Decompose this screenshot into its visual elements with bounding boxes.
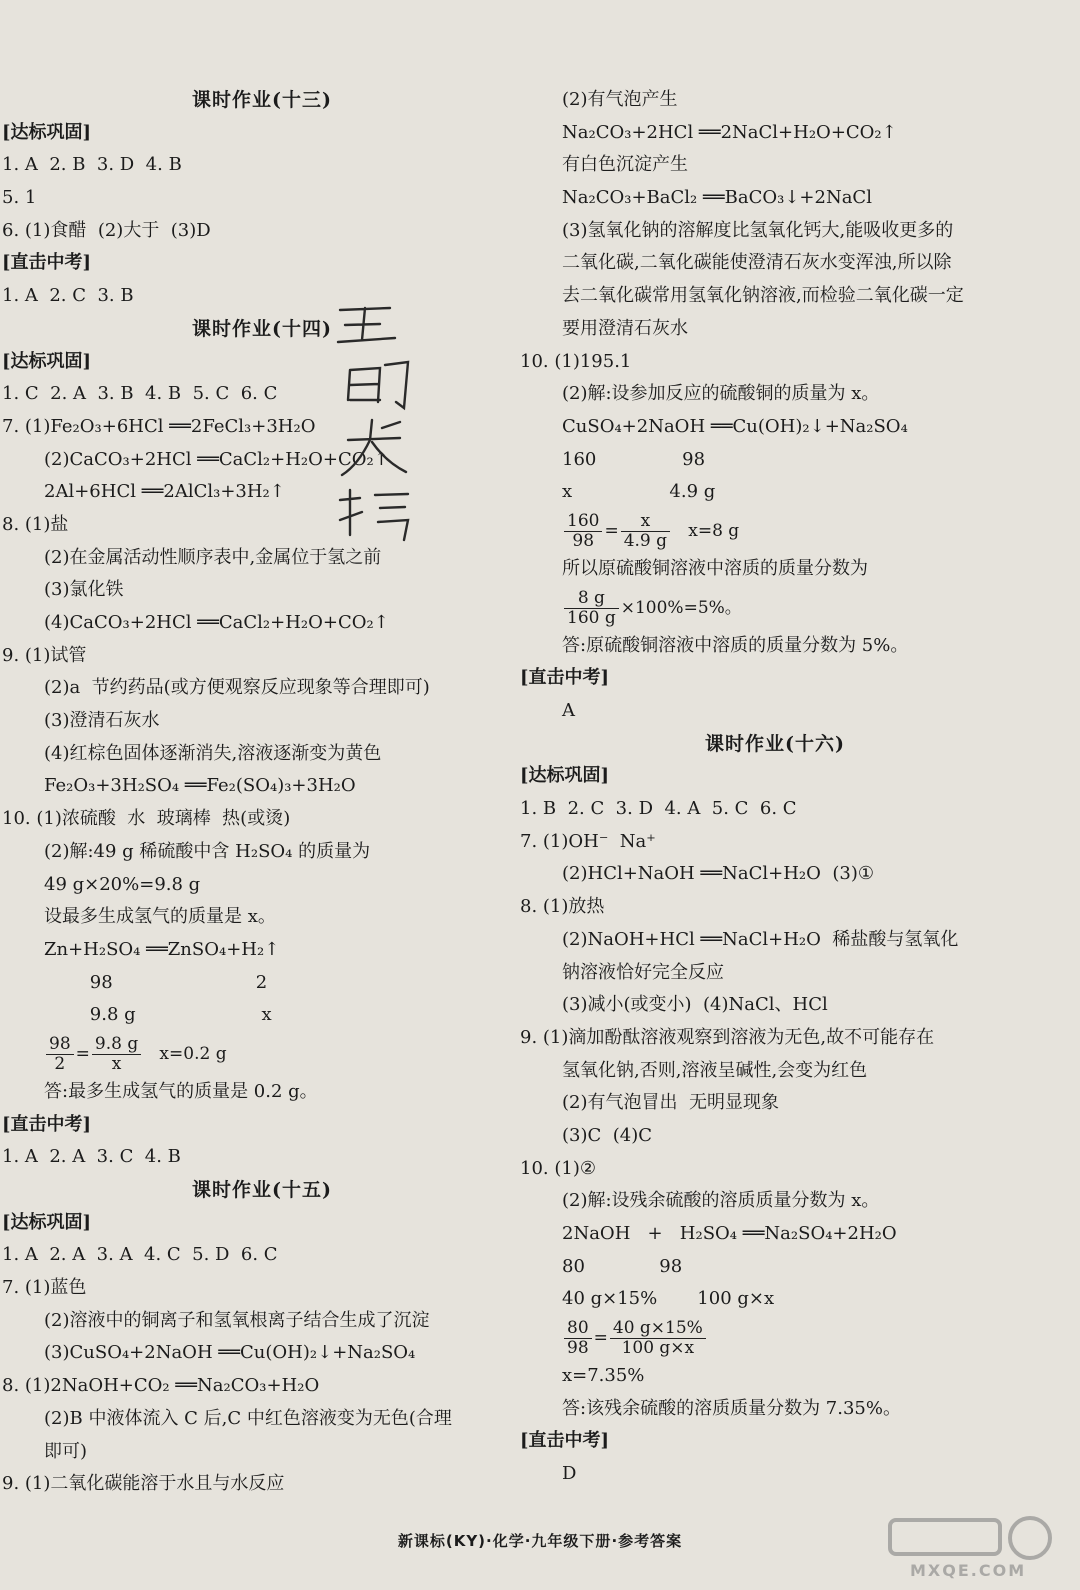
answer-line: 160 98: [562, 448, 706, 470]
answer-line: D: [562, 1463, 577, 1485]
answer-line: 设最多生成氢气的质量是 x。: [44, 906, 276, 928]
answer-line: 即可): [44, 1440, 88, 1462]
page-footer: 新课标(KY)·化学·九年级下册·参考答案: [397, 1532, 683, 1550]
subsection-heading: [直击中考]: [2, 1113, 92, 1135]
fraction-denominator: 100 g×x: [621, 1338, 695, 1359]
equals-sign: =: [75, 1043, 90, 1064]
fraction-numerator: 98: [46, 1035, 74, 1055]
fraction-denominator: x: [111, 1053, 122, 1074]
answer-line: 9. (1)试管: [2, 644, 87, 666]
fraction-result: ×100%=5%。: [620, 597, 742, 618]
fraction: [46, 1035, 74, 1074]
answer-line: Na₂CO₃+BaCl₂ ══BaCO₃↓+2NaCl: [562, 187, 872, 209]
answer-line: 9. (1)二氧化碳能溶于水且与水反应: [2, 1473, 285, 1495]
answer-line: (2)在金属活动性顺序表中,金属位于氢之前: [44, 546, 382, 568]
equals-sign: =: [593, 1328, 608, 1349]
answer-line: 有白色沉淀产生: [562, 154, 688, 176]
answer-line: 2Al+6HCl ══2AlCl₃+3H₂↑: [44, 481, 285, 503]
fraction-denominator: 160 g: [567, 607, 616, 628]
handwriting-scribble: [320, 290, 430, 550]
answer-line: 9.8 g x: [44, 1004, 272, 1026]
answer-line: 1. A 2. A 3. A 4. C 5. D 6. C: [2, 1244, 278, 1266]
fraction-denominator: 2: [54, 1053, 66, 1074]
answer-line: (3)减小(或变小) (4)NaCl、HCl: [562, 994, 828, 1016]
answer-line: 10. (1)195.1: [520, 350, 632, 372]
answer-line: 二氧化碳,二氧化碳能使澄清石灰水变浑浊,所以除: [562, 252, 952, 274]
answer-line: (3)氢氧化钠的溶解度比氢氧化钙大,能吸收更多的: [562, 219, 954, 241]
answer-line: x 4.9 g: [562, 481, 716, 503]
subsection-heading: [直击中考]: [520, 667, 610, 689]
right-column: [520, 84, 1030, 1491]
fraction: [564, 1319, 592, 1358]
answer-line: 去二氧化碳常用氢氧化钠溶液,而检验二氧化碳一定: [562, 285, 964, 307]
fraction-numerator: 9.8 g: [92, 1035, 141, 1055]
fraction: [564, 512, 602, 551]
fraction-numerator: 40 g×15%: [610, 1319, 706, 1339]
subsection-heading: [达标巩固]: [2, 121, 92, 143]
answer-line: (4)CaCO₃+2HCl ══CaCl₂+H₂O+CO₂↑: [44, 612, 389, 633]
answer-line: 10. (1)②: [520, 1157, 596, 1179]
answer-line: 8. (1)2NaOH+CO₂ ══Na₂CO₃+H₂O: [2, 1375, 320, 1397]
answer-line: Zn+H₂SO₄ ══ZnSO₄+H₂↑: [44, 938, 280, 960]
fraction-line: [2, 1032, 522, 1076]
fraction-numerator: 80: [564, 1319, 592, 1339]
watermark-logo: [880, 1512, 1060, 1582]
answer-line: 7. (1)蓝色: [2, 1277, 87, 1299]
answer-line: (2)溶液中的铜离子和氢氧根离子结合生成了沉淀: [44, 1309, 430, 1331]
fraction: [92, 1035, 141, 1074]
subsection-heading: [达标巩固]: [2, 350, 92, 372]
answer-line: 8. (1)放热: [520, 896, 605, 918]
answer-line: (3)氯化铁: [44, 579, 124, 601]
fraction-numerator: 8 g: [564, 589, 619, 609]
answer-line: 80 98: [562, 1255, 683, 1277]
section-title: 课时作业(十四): [192, 317, 332, 340]
answer-line: (2)B 中液体流入 C 后,C 中红色溶液变为无色(合理: [44, 1407, 452, 1429]
answer-line: 2NaOH + H₂SO₄ ══Na₂SO₄+2H₂O: [562, 1223, 897, 1244]
answer-line: 1. A 2. B 3. D 4. B: [2, 154, 182, 176]
subsection-heading: [直击中考]: [520, 1430, 610, 1452]
answer-line: 1. A 2. A 3. C 4. B: [2, 1146, 181, 1168]
answer-line: 10. (1)浓硫酸 水 玻璃棒 热(或烫): [2, 808, 291, 830]
answer-line: 1. B 2. C 3. D 4. A 5. C 6. C: [520, 798, 797, 820]
fraction-numerator: 160: [564, 512, 602, 532]
fraction-line: [520, 509, 1030, 553]
answer-line: (2)有气泡冒出 无明显现象: [562, 1092, 779, 1114]
fraction: [621, 512, 670, 551]
answer-line: (2)a 节约药品(或方便观察反应现象等合理即可): [44, 677, 430, 699]
answer-line: 98 2: [44, 971, 268, 993]
answer-line: 49 g×20%=9.8 g: [44, 873, 201, 895]
answer-line: (3)澄清石灰水: [44, 710, 160, 732]
answer-line: 7. (1)Fe₂O₃+6HCl ══2FeCl₃+3H₂O: [2, 415, 316, 437]
subsection-heading: [达标巩固]: [520, 765, 610, 787]
answer-line: (2)CaCO₃+2HCl ══CaCl₂+H₂O+CO₂↑: [44, 448, 389, 470]
fraction-result: x=8 g: [672, 520, 740, 541]
answer-line: CuSO₄+2NaOH ══Cu(OH)₂↓+Na₂SO₄: [562, 415, 908, 437]
answer-line: (2)解:49 g 稀硫酸中含 H₂SO₄ 的质量为: [44, 840, 371, 862]
answer-line: 1. A 2. C 3. B: [2, 285, 134, 307]
section-title: 课时作业(十五): [192, 1179, 332, 1201]
fraction-numerator: x: [621, 512, 670, 532]
answer-line: 40 g×15% 100 g×x: [562, 1288, 775, 1310]
answer-line: 7. (1)OH⁻ Na⁺: [520, 830, 656, 852]
answer-line: 钠溶液恰好完全反应: [562, 961, 724, 983]
answer-line: Fe₂O₃+3H₂SO₄ ══Fe₂(SO₄)₃+3H₂O: [44, 775, 356, 797]
fraction-line: [520, 1316, 1030, 1360]
answer-line: 9. (1)滴加酚酞溶液观察到溶液为无色,故不可能存在: [520, 1026, 935, 1048]
answer-line: A: [562, 700, 575, 721]
watermark-text: MXQE.COM: [910, 1561, 1027, 1580]
subsection-heading: [达标巩固]: [2, 1211, 92, 1233]
section-title: 课时作业(十三): [192, 89, 332, 111]
fraction: [564, 589, 619, 628]
answer-line: (2)解:设残余硫酸的溶质质量分数为 x。: [562, 1190, 880, 1212]
fraction-denominator: 98: [572, 530, 595, 551]
left-column: [2, 84, 522, 1501]
answer-line: (2)解:设参加反应的硫酸铜的质量为 x。: [562, 383, 880, 405]
answer-line: (4)红棕色固体逐渐消失,溶液逐渐变为黄色: [44, 742, 382, 764]
answer-line: (2)NaOH+HCl ══NaCl+H₂O 稀盐酸与氢氧化: [562, 928, 959, 950]
answer-line: 答:最多生成氢气的质量是 0.2 g。: [44, 1080, 318, 1102]
answer-line: 所以原硫酸铜溶液中溶质的质量分数为: [562, 557, 868, 579]
answer-line: (3)CuSO₄+2NaOH ══Cu(OH)₂↓+Na₂SO₄: [44, 1342, 416, 1364]
fraction-line: [520, 586, 1030, 630]
answer-line: Na₂CO₃+2HCl ══2NaCl+H₂O+CO₂↑: [562, 121, 897, 143]
subsection-heading: [直击中考]: [2, 252, 92, 274]
answer-line: (2)HCl+NaOH ══NaCl+H₂O (3)①: [562, 863, 874, 885]
fraction-result: x=0.2 g: [143, 1043, 227, 1064]
answer-line: 6. (1)食醋 (2)大于 (3)D: [2, 219, 211, 241]
fraction: [610, 1319, 706, 1358]
answer-line: 答:该残余硫酸的溶质质量分数为 7.35%。: [562, 1397, 901, 1419]
answer-line: 氢氧化钠,否则,溶液呈碱性,会变为红色: [562, 1059, 868, 1081]
section-title: 课时作业(十六): [705, 732, 845, 755]
answer-line: 1. C 2. A 3. B 4. B 5. C 6. C: [2, 383, 278, 405]
answer-line: 8. (1)盐: [2, 513, 69, 535]
answer-line: (3)C (4)C: [562, 1124, 652, 1146]
fraction-denominator: 98: [567, 1338, 589, 1359]
fraction-denominator: 4.9 g: [623, 530, 668, 551]
answer-line: x=7.35%: [562, 1365, 645, 1387]
answer-line: 答:原硫酸铜溶液中溶质的质量分数为 5%。: [562, 634, 909, 656]
answer-line: 要用澄清石灰水: [562, 317, 688, 339]
answer-line: (2)有气泡产生: [562, 89, 678, 110]
answer-line: 5. 1: [2, 187, 37, 209]
equals-sign: =: [604, 520, 619, 541]
